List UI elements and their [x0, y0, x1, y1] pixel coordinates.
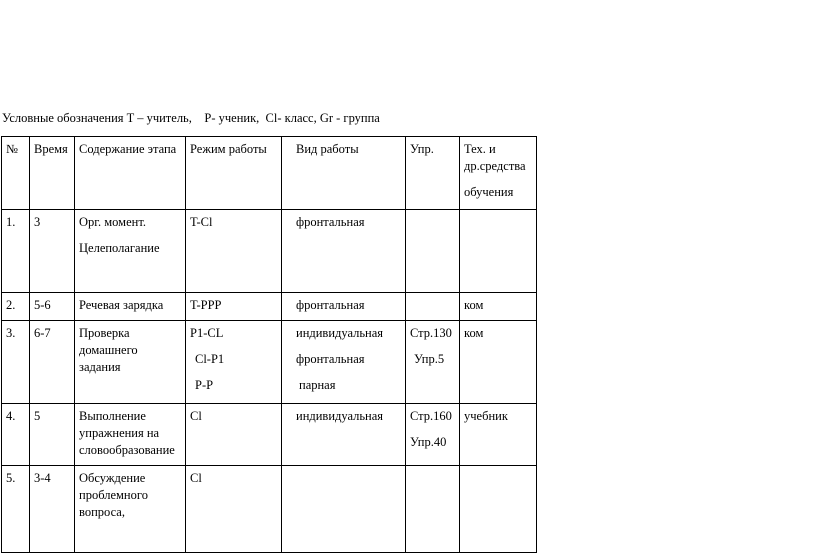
- cell-content: Речевая зарядка: [75, 293, 186, 321]
- cell-tech: [460, 466, 537, 553]
- cell-line: Стр.130: [410, 326, 452, 340]
- cell-num: 1.: [2, 210, 30, 293]
- cell-line: Упр.5: [414, 352, 445, 366]
- cell-line: Обсуждение: [79, 471, 146, 485]
- cell-work: индивидуальная: [282, 404, 406, 466]
- cell-time: 5: [30, 404, 75, 466]
- cell-time: 3: [30, 210, 75, 293]
- table-row: [2, 210, 537, 293]
- cell-time: 5-6: [30, 293, 75, 321]
- cell-line: P1-CL: [190, 326, 224, 340]
- cell-work: [282, 321, 406, 404]
- table-row: [2, 321, 537, 404]
- cell-content: [75, 321, 186, 404]
- cell-work: фронтальная: [282, 293, 406, 321]
- cell-exercise: [406, 293, 460, 321]
- table-row: [2, 404, 537, 466]
- cell-line: Орг. момент.: [79, 215, 146, 229]
- legend-caption: Условные обозначения T – учитель, P- ученик, Cl- класс, Gr - группа: [2, 111, 380, 125]
- cell-line: Cl-P1: [195, 352, 225, 366]
- cell-mode: T-PPP: [186, 293, 282, 321]
- cell-line: задания: [79, 360, 121, 374]
- cell-num: 5.: [2, 466, 30, 553]
- cell-mode: Cl: [186, 466, 282, 553]
- cell-exercise: [406, 321, 460, 404]
- cell-tech: учебник: [460, 404, 537, 466]
- cell-num: 2.: [2, 293, 30, 321]
- header-time: Время: [30, 137, 75, 210]
- cell-mode: Cl: [186, 404, 282, 466]
- header-work: Вид работы: [282, 137, 406, 210]
- cell-line: парная: [299, 378, 336, 392]
- cell-exercise: [406, 466, 460, 553]
- header-tech: [460, 137, 537, 210]
- cell-line: индивидуальная: [296, 326, 384, 340]
- cell-line: Упр.40: [410, 435, 447, 449]
- table-row: [2, 466, 537, 553]
- cell-line: Стр.160: [410, 409, 452, 423]
- header-mode: Режим работы: [186, 137, 282, 210]
- cell-mode: T-Cl: [186, 210, 282, 293]
- cell-tech: ком: [460, 293, 537, 321]
- header-tech-line: Тех. и: [464, 142, 496, 156]
- header-tech-line: обучения: [464, 185, 514, 199]
- cell-exercise: [406, 210, 460, 293]
- cell-content: [75, 466, 186, 553]
- cell-line: P-P: [195, 378, 214, 392]
- cell-line: Целеполагание: [79, 241, 160, 255]
- cell-time: 3-4: [30, 466, 75, 553]
- header-row: [2, 137, 537, 210]
- cell-tech: [460, 210, 537, 293]
- cell-line: словообразование: [79, 443, 175, 457]
- cell-num: 3.: [2, 321, 30, 404]
- header-exercise: Упр.: [406, 137, 460, 210]
- cell-content: [75, 404, 186, 466]
- lesson-plan-table: [1, 136, 537, 553]
- header-num: №: [2, 137, 30, 210]
- header-tech-line: др.средства: [464, 159, 526, 173]
- cell-line: фронтальная: [296, 352, 365, 366]
- cell-line: домашнего: [79, 343, 138, 357]
- cell-line: проблемного: [79, 488, 148, 502]
- cell-time: 6-7: [30, 321, 75, 404]
- cell-tech: ком: [460, 321, 537, 404]
- cell-num: 4.: [2, 404, 30, 466]
- cell-work: фронтальная: [282, 210, 406, 293]
- cell-line: вопроса,: [79, 505, 125, 519]
- cell-line: Выполнение: [79, 409, 146, 423]
- header-content: Содержание этапа: [75, 137, 186, 210]
- table-row: [2, 293, 537, 321]
- cell-work: [282, 466, 406, 553]
- cell-line: упражнения на: [79, 426, 160, 440]
- cell-mode: [186, 321, 282, 404]
- cell-content: [75, 210, 186, 293]
- cell-exercise: [406, 404, 460, 466]
- cell-line: Проверка: [79, 326, 130, 340]
